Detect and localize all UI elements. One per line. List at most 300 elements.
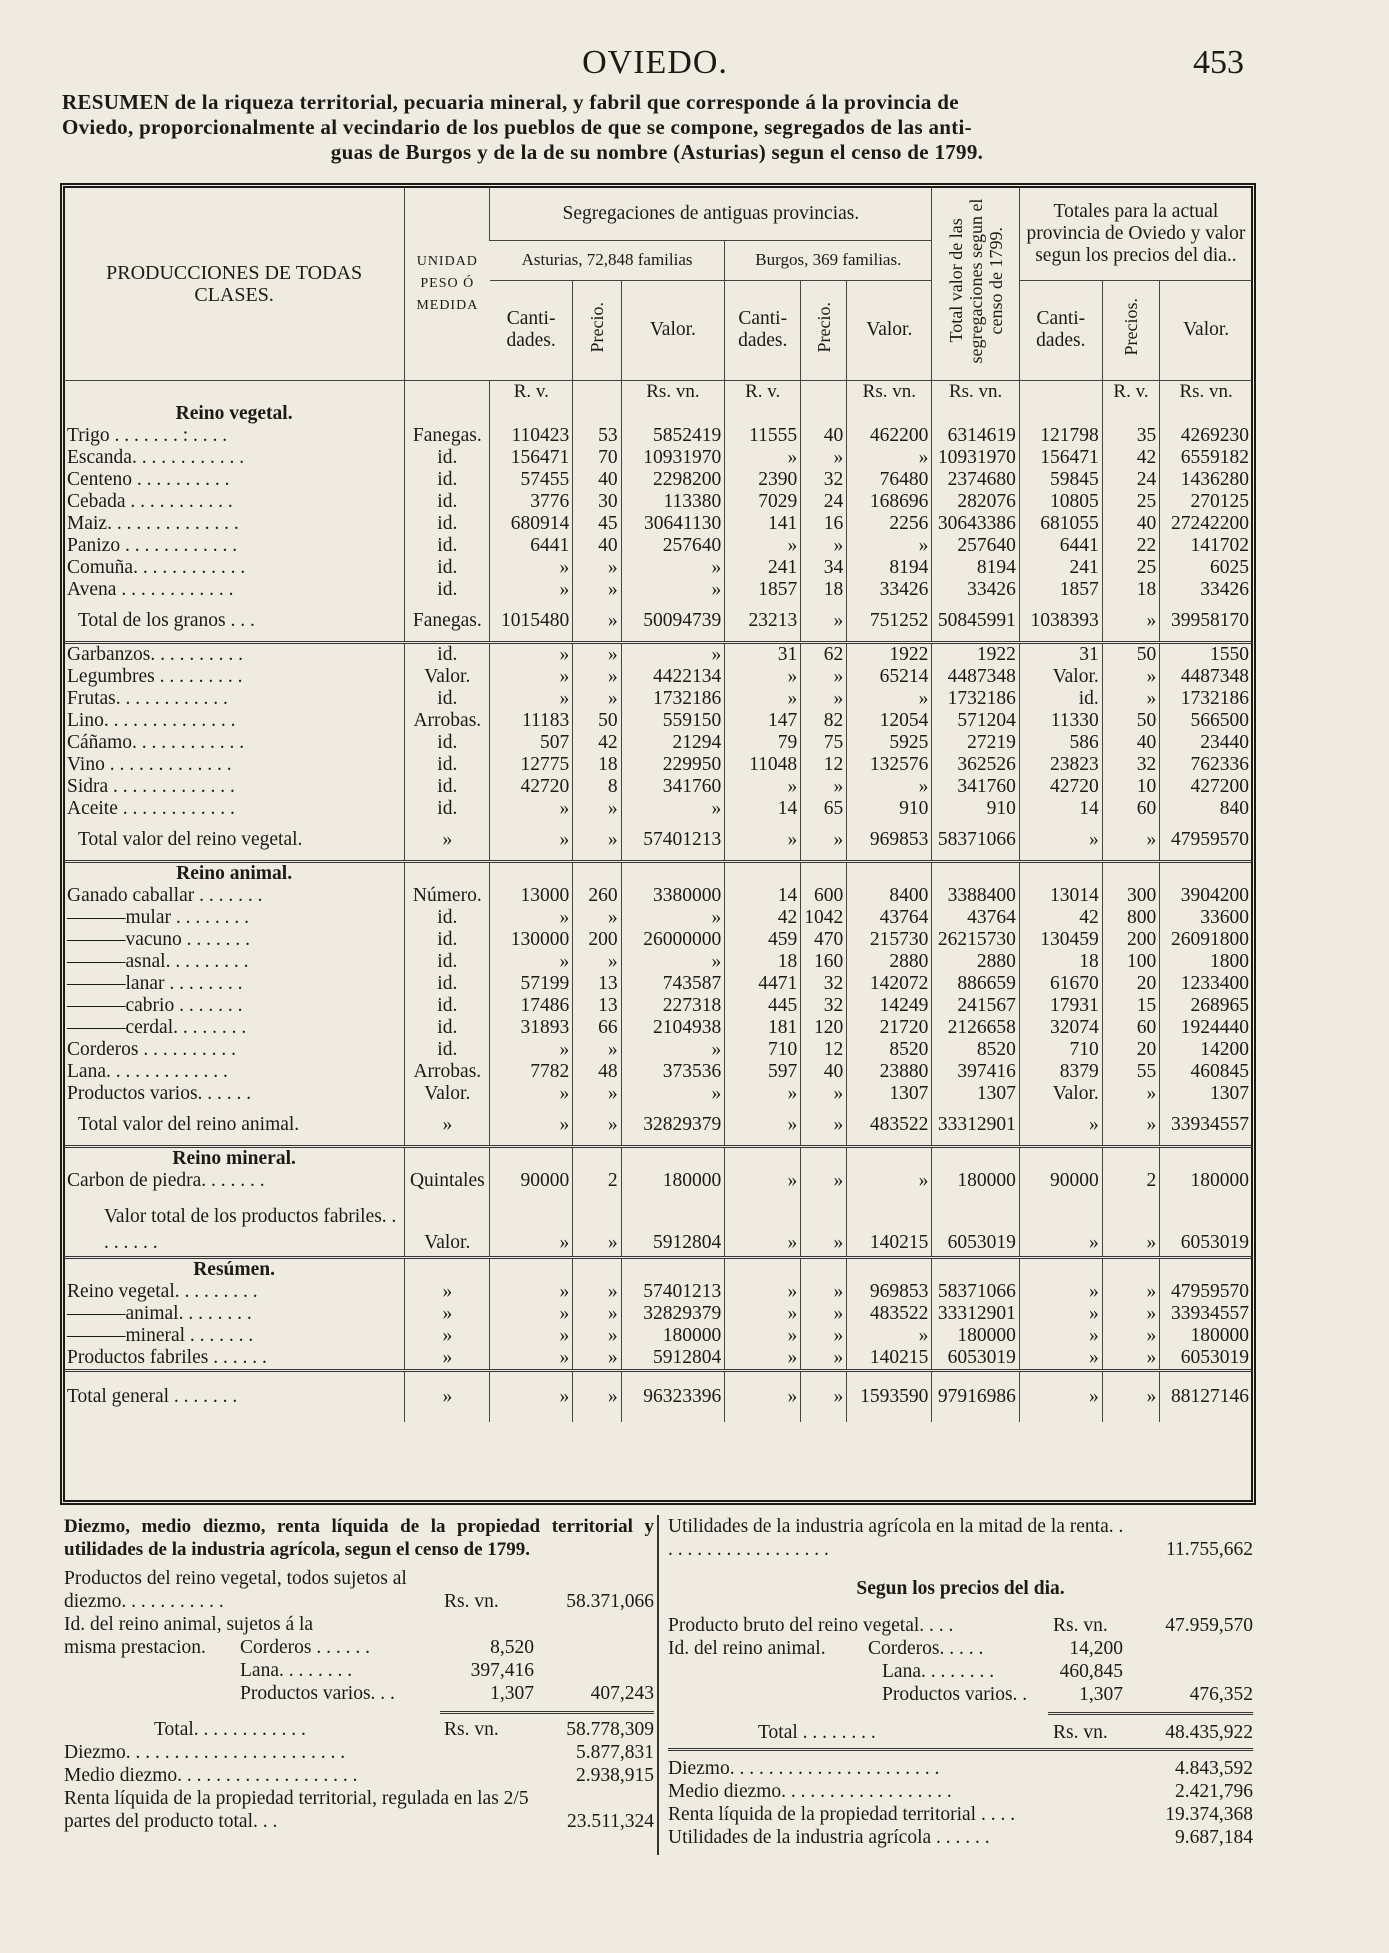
table-row [64, 973, 1252, 995]
value-cell: 33426 [1160, 579, 1252, 601]
value-cell: 8194 [932, 557, 1019, 579]
value-cell: » [725, 820, 801, 862]
value-cell: 39958170 [1160, 601, 1252, 643]
value-cell: 1550 [1160, 642, 1252, 666]
value-cell: 130459 [1019, 929, 1102, 951]
fabr-row [64, 1192, 1252, 1258]
value-cell: 14 [725, 798, 801, 820]
value-cell: 886659 [932, 973, 1019, 995]
value-cell: 2256 [847, 513, 932, 535]
value-cell: 82 [801, 710, 847, 732]
value-cell: 30643386 [932, 513, 1019, 535]
value-cell: 6559182 [1160, 447, 1252, 469]
value-cell: 6441 [1019, 535, 1102, 557]
value-cell: 3380000 [621, 885, 725, 907]
row-label: ———cabrio . . . . . . . [67, 994, 243, 1016]
value-cell: 2 [573, 1170, 621, 1192]
value-cell: 910 [847, 798, 932, 820]
row-label: Cebada . . . . . . . . . . . [67, 490, 233, 512]
value-cell: 1922 [932, 642, 1019, 666]
value-cell: 14 [725, 885, 801, 907]
table-row [64, 469, 1252, 491]
unit-cell: Quintales [405, 1170, 490, 1192]
value-cell: 6314619 [932, 425, 1019, 447]
row-label: Diezmo. . . . . . . . . . . . . . . . . . . . . . [668, 1758, 940, 1779]
table-row [64, 885, 1252, 907]
row-label: Total . . . . . . . . [758, 1722, 876, 1743]
value-cell: 751252 [847, 601, 932, 643]
table-row [64, 995, 1252, 1017]
summary-line: Oviedo, proporcionalmente al vecindario de los pueblos de que se compone, segregados de las anti- [62, 115, 972, 139]
value: 1,307 [1079, 1684, 1123, 1705]
header-precio: Precio. [801, 280, 847, 380]
row-label: Id. del reino animal. [668, 1638, 826, 1659]
value-cell: 2104938 [621, 1017, 725, 1039]
value-cell: 743587 [621, 973, 725, 995]
value-cell: 1436280 [1160, 469, 1252, 491]
value-cell: 65214 [847, 666, 932, 688]
value-cell: » [573, 557, 621, 579]
value-cell: 55 [1102, 1061, 1160, 1083]
value-cell: » [490, 688, 573, 710]
value-cell: 10805 [1019, 491, 1102, 513]
value-cell: 156471 [1019, 447, 1102, 469]
value-cell: » [1102, 1083, 1160, 1105]
value-cell: 840 [1160, 798, 1252, 820]
value-cell: 1922 [847, 642, 932, 666]
row-label: Utilidades de la industria agrícola . . . . . . [668, 1827, 990, 1848]
unit-cell: id. [405, 513, 490, 535]
unit-cell: id. [405, 535, 490, 557]
value-cell: 76480 [847, 469, 932, 491]
value-cell: » [490, 1039, 573, 1061]
value-cell: » [573, 601, 621, 643]
value-cell: » [490, 1370, 573, 1422]
row-label: Productos varios. . . [240, 1683, 395, 1704]
header-precios: Precios. [1102, 280, 1160, 380]
row-label: ———mular . . . . . . . . [67, 906, 249, 928]
value-cell: » [490, 666, 573, 688]
value-cell: 460845 [1160, 1061, 1252, 1083]
value-cell: » [725, 535, 801, 557]
value-cell: 90000 [490, 1170, 573, 1192]
table-summary-title [62, 90, 1252, 165]
value-cell: 141 [725, 513, 801, 535]
value-cell: 33312901 [932, 1105, 1019, 1147]
value-cell: 88127146 [1160, 1370, 1252, 1422]
value-cell: » [1102, 601, 1160, 643]
unit-cell: Número. [405, 885, 490, 907]
value-cell: 50845991 [932, 601, 1019, 643]
value-cell: 6025 [1160, 557, 1252, 579]
table-row [64, 1170, 1252, 1192]
value-cell: » [801, 1370, 847, 1422]
value-cell: » [801, 1105, 847, 1147]
row-label: Vino . . . . . . . . . . . . . [67, 753, 232, 775]
value-cell: 20 [1102, 1039, 1160, 1061]
row-label: Corderos . . . . . . . . . . [67, 1038, 236, 1060]
value-cell: 14 [1019, 798, 1102, 820]
section-subtitle: Segun los precios del dia. [856, 1578, 1065, 1599]
value-cell: 110423 [490, 425, 573, 447]
value-cell: » [621, 579, 725, 601]
section-header-row [64, 861, 1252, 885]
value-cell: 40 [1102, 732, 1160, 754]
unit-cell: id. [405, 447, 490, 469]
row-label: ———cerdal. . . . . . . . [67, 1016, 247, 1038]
value-cell: » [1102, 666, 1160, 688]
value-cell: » [725, 688, 801, 710]
value-cell: 566500 [1160, 710, 1252, 732]
value-cell: 483522 [847, 1105, 932, 1147]
unit-cell: id. [405, 469, 490, 491]
row-label: Productos varios. . . . . . [67, 1082, 252, 1104]
value-cell: 427200 [1160, 776, 1252, 798]
value-cell: 6053019 [1160, 1192, 1252, 1258]
row-label: Utilidades de la industria agrícola en la mitad de la renta. . . . . . . . . . . . . . . . . . . [668, 1516, 1124, 1560]
value-cell: 18 [725, 951, 801, 973]
value-cell: » [801, 1083, 847, 1105]
section-label: Reino mineral. [172, 1147, 296, 1169]
value-cell: » [801, 601, 847, 643]
value-cell: 65 [801, 798, 847, 820]
value-cell: » [573, 798, 621, 820]
value-cell: 8379 [1019, 1061, 1102, 1083]
value-cell: 31 [1019, 642, 1102, 666]
value-cell: 1038393 [1019, 601, 1102, 643]
value-cell: 181 [725, 1017, 801, 1039]
row-label: ———vacuno . . . . . . . [67, 928, 251, 950]
value-cell: 681055 [1019, 513, 1102, 535]
table-row [64, 776, 1252, 798]
unit-cell: id. [405, 491, 490, 513]
row-label: Productos fabriles . . . . . . [67, 1346, 267, 1368]
value-cell: » [1019, 1281, 1102, 1303]
value-cell: 90000 [1019, 1170, 1102, 1192]
value-cell: 24 [1102, 469, 1160, 491]
value-cell: 200 [573, 929, 621, 951]
row-label: Trigo . . . . . . . : . . . . [67, 424, 228, 446]
table-head [64, 188, 1252, 380]
row-label: Corderos . . . . . . [240, 1637, 370, 1658]
unit-cell: id. [405, 1017, 490, 1039]
value-cell: 23213 [725, 601, 801, 643]
unit-cell: id. [405, 951, 490, 973]
table-row [64, 1061, 1252, 1083]
value: 19.374,368 [1165, 1804, 1253, 1825]
section-title: Diezmo, medio diezmo, renta líquida de la propiedad territorial y utilidades de la industria agrícola, segun el censo de 1799. [64, 1516, 654, 1560]
row-label: Total de los granos . . . [64, 601, 405, 643]
value-cell: 50 [573, 710, 621, 732]
unit-cell: id. [405, 907, 490, 929]
unit-cell: » [405, 1370, 490, 1422]
value-cell: » [1102, 1281, 1160, 1303]
value-cell: 57199 [490, 973, 573, 995]
value-cell: 130000 [490, 929, 573, 951]
value-cell: » [490, 820, 573, 862]
value-cell: 6053019 [932, 1347, 1019, 1371]
value-cell: 40 [801, 425, 847, 447]
column-divider [657, 1515, 659, 1855]
value: 1,307 [490, 1683, 534, 1704]
value-cell: » [621, 557, 725, 579]
value-cell: 42 [1019, 907, 1102, 929]
table-row [64, 642, 1252, 666]
value-cell: 180000 [932, 1170, 1019, 1192]
value-cell: 1307 [847, 1083, 932, 1105]
value-cell: 3388400 [932, 885, 1019, 907]
value-cell: 26000000 [621, 929, 725, 951]
value-cell: 2880 [847, 951, 932, 973]
value-cell: 10931970 [932, 447, 1019, 469]
total-row [64, 1105, 1252, 1147]
value-cell: 12054 [847, 710, 932, 732]
value-cell: 1924440 [1160, 1017, 1252, 1039]
value-cell: 459 [725, 929, 801, 951]
value-cell: 32 [801, 995, 847, 1017]
wealth-table [64, 188, 1252, 1422]
row-label: Carbon de piedra. . . . . . . [67, 1169, 265, 1191]
value-cell: 4487348 [932, 666, 1019, 688]
unit-cell: id. [405, 995, 490, 1017]
value-cell: 11555 [725, 425, 801, 447]
section-label: Reino animal. [176, 862, 293, 884]
value-cell: » [801, 688, 847, 710]
table-row [64, 1083, 1252, 1105]
value-cell: 2298200 [621, 469, 725, 491]
value-cell: 57455 [490, 469, 573, 491]
value-cell: » [573, 1347, 621, 1371]
value-cell: 17486 [490, 995, 573, 1017]
row-label: Total valor del reino vegetal. [64, 820, 405, 862]
section-header-row [64, 1146, 1252, 1170]
row-label: Productos del reino vegetal, todos sujetos al diezmo. . . . . . . . . . . [64, 1568, 407, 1612]
value-cell: » [801, 1281, 847, 1303]
value-cell: » [801, 1347, 847, 1371]
value: 2.421,796 [1175, 1781, 1253, 1802]
value-cell: 282076 [932, 491, 1019, 513]
value-cell: 8400 [847, 885, 932, 907]
value-cell: 40 [573, 469, 621, 491]
value-cell: 507 [490, 732, 573, 754]
value: 397,416 [470, 1660, 534, 1681]
value-cell: 48 [573, 1061, 621, 1083]
header-totales: Totales para la actual provincia de Oviedo y valor segun los precios del dia.. [1019, 188, 1252, 280]
value-cell: 32 [1102, 754, 1160, 776]
value-cell: 43764 [847, 907, 932, 929]
table-row [64, 1303, 1252, 1325]
value-cell: » [847, 447, 932, 469]
value-cell: 1857 [1019, 579, 1102, 601]
value-cell: 12 [801, 1039, 847, 1061]
value-cell: 66 [573, 1017, 621, 1039]
row-label: Corderos. . . . . [868, 1638, 984, 1659]
value-cell: 600 [801, 885, 847, 907]
value-cell: 16 [801, 513, 847, 535]
value-cell: » [847, 1325, 932, 1347]
value-cell: 969853 [847, 1281, 932, 1303]
value-cell: 57401213 [621, 820, 725, 862]
value-cell: 241567 [932, 995, 1019, 1017]
value-cell: 18 [1102, 579, 1160, 601]
value-cell: » [621, 1083, 725, 1105]
section-header-row [64, 1257, 1252, 1281]
value-cell: 13 [573, 995, 621, 1017]
value-cell: 1800 [1160, 951, 1252, 973]
row-label: Medio diezmo. . . . . . . . . . . . . . . . . . [668, 1781, 952, 1802]
value-cell: 10931970 [621, 447, 725, 469]
row-label: Garbanzos. . . . . . . . . . [67, 643, 244, 665]
value-cell: 75 [801, 732, 847, 754]
value-cell: 47959570 [1160, 1281, 1252, 1303]
value-cell: 60 [1102, 1017, 1160, 1039]
value-cell: 26215730 [932, 929, 1019, 951]
value-cell: 2 [1102, 1170, 1160, 1192]
value-cell: 200 [1102, 929, 1160, 951]
value-cell: 180000 [621, 1170, 725, 1192]
value-cell: 33934557 [1160, 1303, 1252, 1325]
value-cell: 4422134 [621, 666, 725, 688]
value-cell: 121798 [1019, 425, 1102, 447]
value-cell: » [573, 1281, 621, 1303]
value-cell: » [725, 1105, 801, 1147]
page-number: 453 [1193, 44, 1244, 81]
value-cell: 8520 [932, 1039, 1019, 1061]
value-cell: » [1102, 820, 1160, 862]
value-cell: » [1019, 1303, 1102, 1325]
value-cell: 762336 [1160, 754, 1252, 776]
value-cell: 362526 [932, 754, 1019, 776]
value-cell: » [1102, 1105, 1160, 1147]
value-cell: » [801, 1170, 847, 1192]
value-cell: » [1102, 688, 1160, 710]
row-label: Renta líquida de la propiedad territorial, regulada en las 2/5 partes del producto total. . . [64, 1788, 529, 1832]
value-cell: 597 [725, 1061, 801, 1083]
value-cell: » [801, 776, 847, 798]
unit-cell: » [405, 1303, 490, 1325]
row-label: Producto bruto del reino vegetal. . . . [668, 1615, 954, 1636]
table-row [64, 907, 1252, 929]
value-cell: 1042 [801, 907, 847, 929]
value-cell: » [573, 1325, 621, 1347]
value: 14,200 [1069, 1638, 1123, 1659]
header-valor: Valor. [1160, 280, 1252, 380]
value-cell: » [1102, 1192, 1160, 1258]
value-cell: 33312901 [932, 1303, 1019, 1325]
unit-cell: id. [405, 579, 490, 601]
value-cell: » [847, 776, 932, 798]
value-cell: » [847, 535, 932, 557]
value-cell: 969853 [847, 820, 932, 862]
value-cell: 12775 [490, 754, 573, 776]
value-cell: 60 [1102, 798, 1160, 820]
value-cell: 11048 [725, 754, 801, 776]
unit-cell: id. [405, 688, 490, 710]
value-cell: » [1019, 1192, 1102, 1258]
value-cell: » [847, 1170, 932, 1192]
value-cell: 397416 [932, 1061, 1019, 1083]
value-cell: 32 [801, 973, 847, 995]
unit-cell: id. [405, 973, 490, 995]
value-cell: 12 [801, 754, 847, 776]
value-cell: » [490, 1192, 573, 1258]
value-cell: » [725, 1325, 801, 1347]
value: 23.511,324 [566, 1811, 654, 1832]
summary-line: RESUMEN de la riqueza territorial, pecuaria mineral, y fabril que corresponde á la provincia de [62, 90, 959, 114]
value-cell: 40 [1102, 513, 1160, 535]
value-cell: 21720 [847, 1017, 932, 1039]
value-cell: » [490, 1083, 573, 1105]
value-cell: 18 [573, 754, 621, 776]
value: 58.371,066 [566, 1591, 654, 1612]
value-cell: » [1102, 1325, 1160, 1347]
value-cell: 58371066 [932, 820, 1019, 862]
value-cell: » [725, 1303, 801, 1325]
total-row [64, 820, 1252, 862]
table-row [64, 579, 1252, 601]
value-cell: 22 [1102, 535, 1160, 557]
row-label: Avena . . . . . . . . . . . . [67, 578, 234, 600]
value-cell: 270125 [1160, 491, 1252, 513]
header-valor: Valor. [847, 280, 932, 380]
value-cell: 227318 [621, 995, 725, 1017]
header-unidad: UNIDAD PESO Ó MEDIDA [405, 188, 490, 380]
value-cell: 462200 [847, 425, 932, 447]
row-label: Total valor del reino animal. [64, 1105, 405, 1147]
value-cell: 1732186 [1160, 688, 1252, 710]
value-cell: 33426 [932, 579, 1019, 601]
value-cell: » [573, 1105, 621, 1147]
value-cell: 156471 [490, 447, 573, 469]
row-label: Cáñamo. . . . . . . . . . . . [67, 731, 245, 753]
row-label: Sidra . . . . . . . . . . . . . [67, 775, 235, 797]
value-cell: 5912804 [621, 1347, 725, 1371]
value-cell: » [621, 951, 725, 973]
table-row [64, 929, 1252, 951]
page-title: OVIEDO. [582, 44, 728, 81]
value-cell: » [725, 1170, 801, 1192]
value-cell: 33934557 [1160, 1105, 1252, 1147]
table-row [64, 732, 1252, 754]
table-row [64, 425, 1252, 447]
value-cell: 215730 [847, 929, 932, 951]
value-cell: 32829379 [621, 1303, 725, 1325]
value-cell: 113380 [621, 491, 725, 513]
header-producciones: PRODUCCIONES DE TODAS CLASES. [64, 188, 405, 380]
value-cell: 13014 [1019, 885, 1102, 907]
unit-cell: Arrobas. [405, 710, 490, 732]
value-cell: 7029 [725, 491, 801, 513]
value-cell: 2880 [932, 951, 1019, 973]
value-cell: » [621, 907, 725, 929]
table-row [64, 1039, 1252, 1061]
table-row [64, 447, 1252, 469]
unit-label: R. v. [1102, 380, 1160, 403]
value-cell: » [573, 951, 621, 973]
row-label: Lana. . . . . . . . [882, 1661, 995, 1682]
value-cell: 4487348 [1160, 666, 1252, 688]
value: 2.938,915 [576, 1765, 654, 1786]
value-cell: 571204 [932, 710, 1019, 732]
value: 476,352 [1189, 1684, 1253, 1705]
value-cell: 132576 [847, 754, 932, 776]
value-cell: » [1102, 1347, 1160, 1371]
table-row [64, 951, 1252, 973]
value-cell: 31893 [490, 1017, 573, 1039]
value-cell: 23823 [1019, 754, 1102, 776]
unit-cell: Arrobas. [405, 1061, 490, 1083]
unit-cell: Valor. [405, 1192, 490, 1258]
